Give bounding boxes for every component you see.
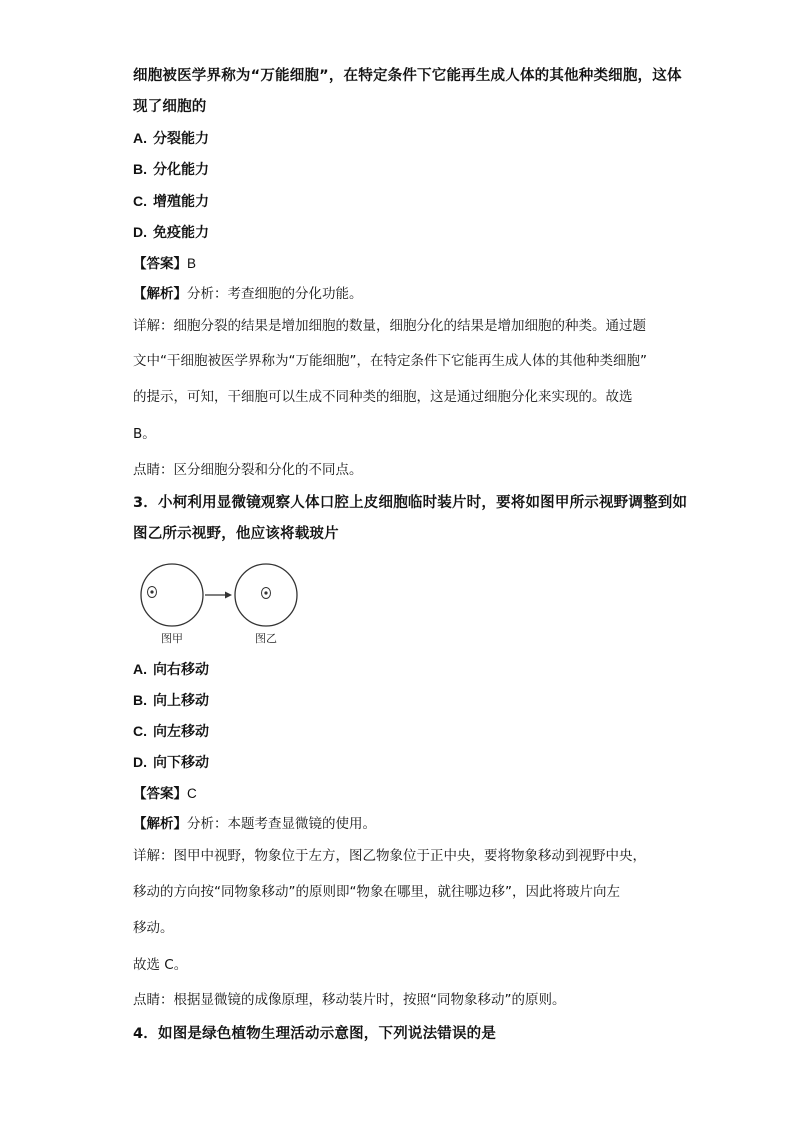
q3-detail-line-3: 移动。: [133, 920, 174, 936]
cell-jia-icon: [148, 587, 157, 598]
answer-value: C: [187, 786, 197, 801]
option-text: 向下移动: [153, 755, 209, 771]
q3-conclusion: 故选 C。: [133, 957, 188, 973]
option-text: 向上移动: [153, 693, 209, 709]
analysis-text: 分析：本题考查显微镜的使用。: [187, 816, 376, 832]
q3-stem-line-1: 3．小柯利用显微镜观察人体口腔上皮细胞临时装片时，要将如图甲所示视野调整到如: [133, 495, 688, 511]
option-letter: C.: [133, 723, 147, 739]
q2-detail-line-4: B。: [133, 426, 156, 442]
option-letter: D.: [133, 754, 147, 770]
q3-note: 点睛：根据显微镜的成像原理，移动装片时，按照“同物象移动”的原则。: [133, 992, 566, 1008]
option-letter: C.: [133, 193, 147, 209]
answer-value: B: [187, 256, 197, 271]
analysis-label: 【解析】: [133, 816, 187, 832]
q2-detail-line-1: 详解：细胞分裂的结果是增加细胞的数量，细胞分化的结果是增加细胞的种类。通过题: [133, 318, 646, 334]
option-text: 分化能力: [153, 162, 209, 178]
answer-label: 【答案】: [133, 786, 187, 802]
option-letter: D.: [133, 224, 147, 240]
option-text: 向右移动: [153, 662, 209, 678]
q2-stem-line-2: 现了细胞的: [133, 99, 207, 115]
option-text: 分裂能力: [153, 131, 209, 147]
q3-option-d: [133, 755, 209, 770]
q4-stem-line-1: 4．如图是绿色植物生理活动示意图，下列说法错误的是: [133, 1026, 497, 1042]
q3-stem-line-2: 图乙所示视野，他应该将载玻片: [133, 526, 339, 542]
q3-option-c: [133, 724, 209, 739]
q2-detail-line-3: 的提示，可知，干细胞可以生成不同种类的细胞，这是通过细胞分化来实现的。故选: [133, 389, 633, 405]
field-jia-circle: [141, 564, 203, 626]
arrow-head-icon: [225, 592, 232, 599]
q2-answer: [133, 257, 196, 272]
q3-detail-line-1: 详解：图甲中视野，物象位于左方，图乙物象位于正中央，要将物象移动到视野中央，: [133, 848, 646, 864]
microscope-field-figure: [130, 560, 310, 650]
field-of-view-diagram: [130, 560, 310, 650]
q3-analysis: [133, 818, 376, 832]
q3-option-b: [133, 693, 209, 708]
q2-option-c: [133, 194, 209, 209]
caption-yi: 图乙: [255, 632, 277, 645]
q2-analysis: [133, 288, 363, 302]
option-letter: A.: [133, 661, 147, 677]
q2-detail-line-2: 文中“干细胞被医学界称为“万能细胞”，在特定条件下它能再生成人体的其他种类细胞”: [133, 353, 647, 369]
q2-stem-line-1: 细胞被医学界称为“万能细胞”，在特定条件下它能再生成人体的其他种类细胞，这体: [133, 68, 682, 84]
q2-note: 点睛：区分细胞分裂和分化的不同点。: [133, 462, 363, 478]
answer-label: 【答案】: [133, 256, 187, 272]
option-letter: A.: [133, 130, 147, 146]
analysis-label: 【解析】: [133, 286, 187, 302]
option-text: 增殖能力: [153, 194, 209, 210]
q2-option-d: [133, 225, 209, 240]
q2-option-a: [133, 131, 209, 146]
q3-detail-line-2: 移动的方向按“同物象移动”的原则即“物象在哪里，就往哪边移”，因此将玻片向左: [133, 884, 620, 900]
option-text: 向左移动: [153, 724, 209, 740]
option-text: 免疫能力: [153, 225, 209, 241]
q3-answer: [133, 787, 197, 802]
analysis-text: 分析：考查细胞的分化功能。: [187, 286, 363, 302]
option-letter: B.: [133, 161, 147, 177]
q3-option-a: [133, 662, 209, 677]
option-letter: B.: [133, 692, 147, 708]
caption-jia: 图甲: [161, 632, 183, 645]
q2-option-b: [133, 162, 209, 177]
cell-yi-icon: [262, 588, 271, 599]
field-yi-circle: [235, 564, 297, 626]
